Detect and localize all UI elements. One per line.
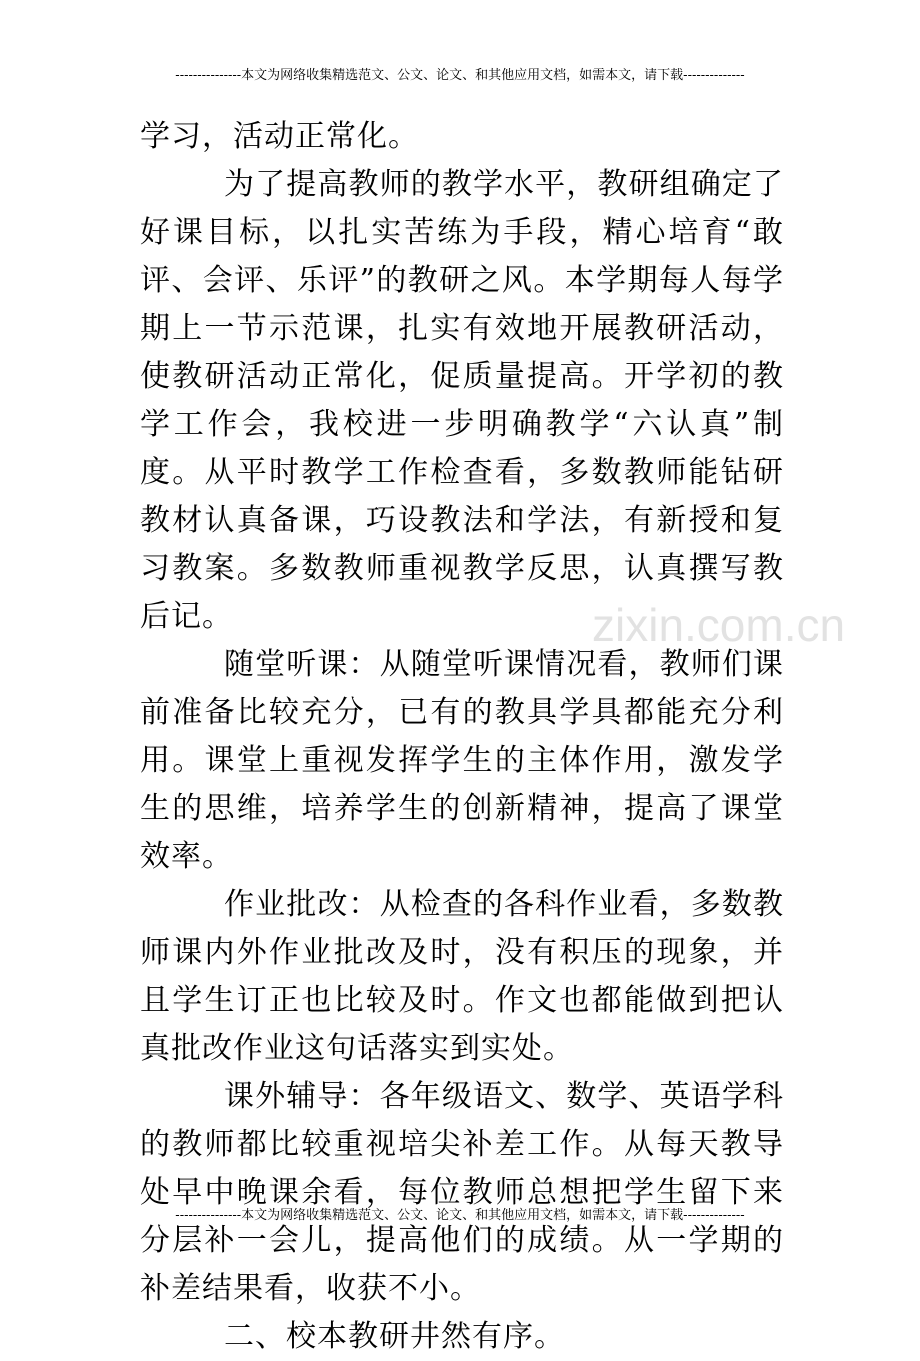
paragraph-continuation: 学习，活动正常化。 [140,119,419,154]
document-body [140,113,784,1361]
watermark: zixin.com.cn [592,599,846,651]
paragraph-class-observation: 随堂听课：从随堂听课情况看，教师们课前准备比较充分，已有的教具学具都能充分利用。课堂上重视发挥学生的主体作用，激发学生的思维，培养学生的创新精神，提高了课堂效率。 [140,647,784,874]
paragraph-homework-correction: 作业批改：从检查的各科作业看，多数教师课内外作业批改及时，没有积压的现象，并且学生订正也比较及时。作文也都能做到把认真批改作业这句话落实到实处。 [140,887,784,1066]
section-heading: 二、校本教研井然有序。 [224,1319,565,1354]
header-notice: ---------------本文为网络收集精选范文、公文、论文、和其他应用文档，如需本文，请下载-------------- [175,68,745,83]
paragraph-teaching-level: 为了提高教师的教学水平，教研组确定了好课目标，以扎实苦练为手段，精心培育“敢评、会评、乐评”的教研之风。本学期每人每学期上一节示范课，扎实有效地开展教研活动，使教研活动正常化，促质量提高。开学初的教学工作会，我校进一步明确教学“六认真”制度。从平时教学工作检查看，多数教师能钻研教材认真备课，巧设教法和学法，有新授和复习教案。多数教师重视教学反思，认真撰写教后记。 [140,167,784,634]
paragraph-extracurricular-tutoring: 课外辅导：各年级语文、数学、英语学科的教师都比较重视培尖补差工作。从每天教导处早中晚课余看，每位教师总想把学生留下来分层补一会儿，提高他们的成绩。从一学期的补差结果看，收获不小。 [140,1079,784,1306]
footer-notice: ---------------本文为网络收集精选范文、公文、论文、和其他应用文档，如需本文，请下载-------------- [175,1208,745,1223]
